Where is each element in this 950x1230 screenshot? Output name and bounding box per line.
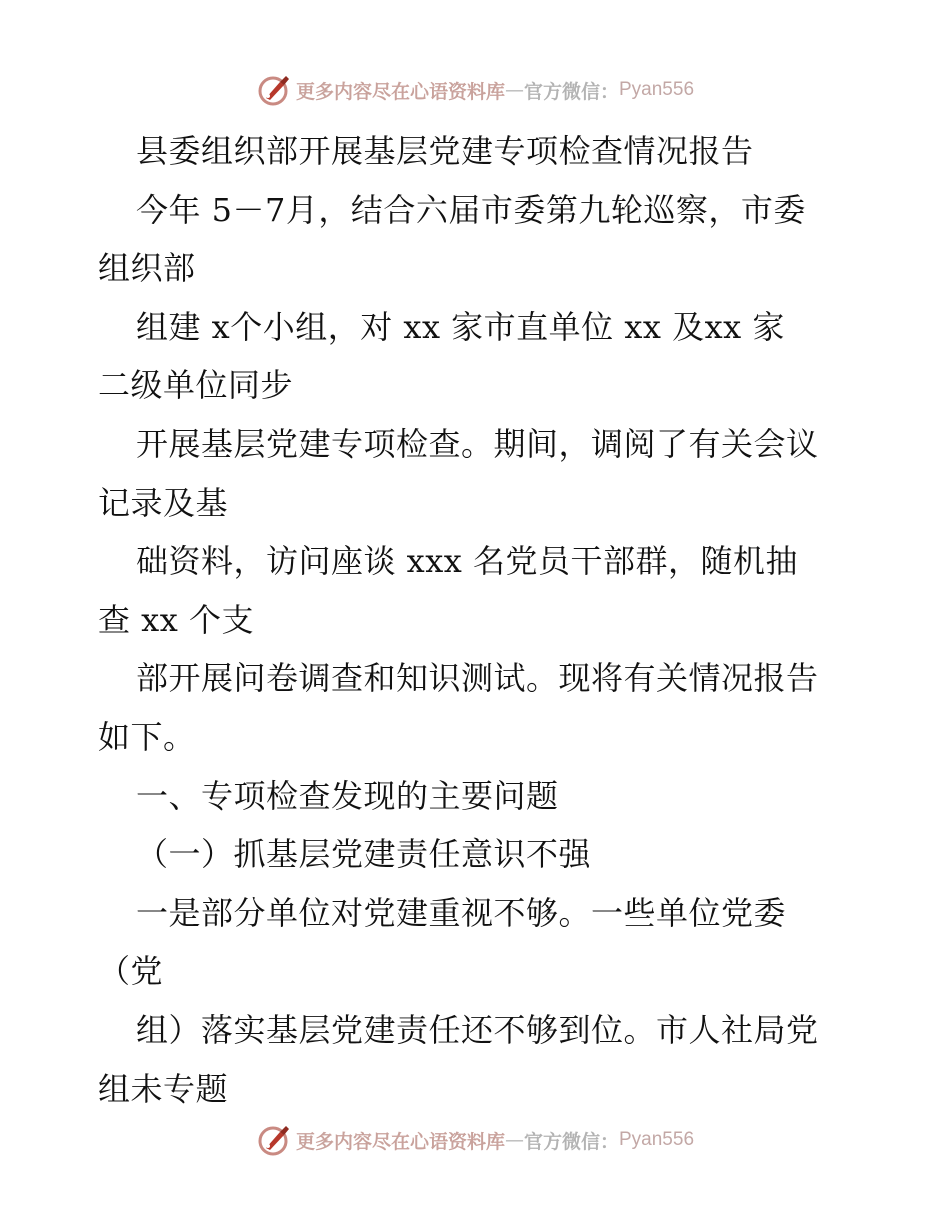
watermark-dash: — [504, 79, 524, 101]
text-line: 查 xx 个支 [98, 600, 254, 639]
footer-watermark [0, 1120, 950, 1160]
text-line: 部开展问卷调查和知识测试。现将有关情况报告 [136, 659, 819, 698]
text-line: 础资料，访问座谈 xxx 名党员干部群，随机抽 [136, 542, 798, 581]
subsection-heading: （一）抓基层党建责任意识不强 [136, 835, 592, 874]
text-line: 开展基层党建专项检查。期间，调阅了有关会议 [136, 424, 819, 463]
watermark-text: 更多内容尽在心语资料库 [295, 1130, 505, 1153]
section-heading: 一、专项检查发现的主要问题 [136, 776, 559, 815]
text-line: 如下。 [98, 717, 196, 756]
document-body [98, 122, 854, 1118]
watermark-dash: — [504, 1129, 524, 1151]
watermark-text: 更多内容尽在心语资料库 [295, 80, 505, 103]
text-line: 组）落实基层党建责任还不够到位。市人社局党 [136, 1010, 819, 1049]
pen-logo-icon [256, 72, 292, 108]
document-title: 县委组织部开展基层党建专项检查情况报告 [136, 132, 754, 170]
watermark-label: 官方微信： [523, 1130, 619, 1153]
watermark-account: Pyan556 [619, 1129, 695, 1150]
watermark-account: Pyan556 [619, 79, 695, 100]
text-line: 组建 x个小组，对 xx 家市直单位 xx 及xx 家 [136, 307, 785, 346]
text-line: 组织部 [98, 249, 196, 288]
pen-logo-icon [256, 1122, 292, 1158]
text-line: （党 [98, 952, 164, 991]
text-line: 二级单位同步 [98, 366, 294, 405]
text-line: 一是部分单位对党建重视不够。一些单位党委 [136, 893, 787, 932]
text-line: 记录及基 [98, 483, 229, 522]
header-watermark [0, 70, 950, 110]
text-line: 组未专题 [98, 1069, 229, 1108]
text-line: 今年 5－7月，结合六届市委第九轮巡察，市委 [136, 190, 806, 229]
watermark-label: 官方微信： [523, 80, 619, 103]
